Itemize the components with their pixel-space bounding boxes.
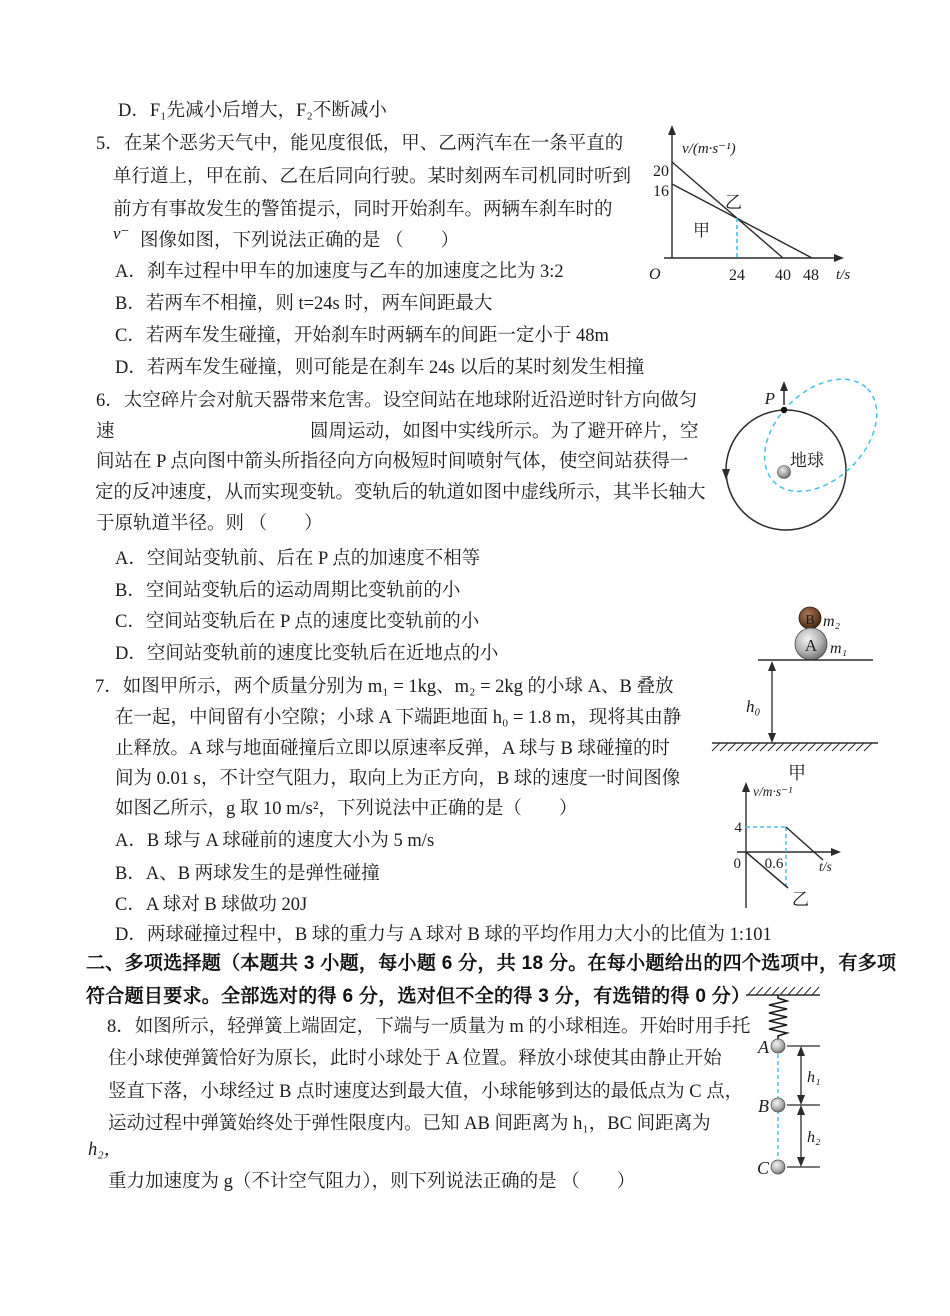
q7-ground-hatch — [712, 743, 872, 751]
q5-origin-label: O — [649, 266, 661, 283]
q5-ytick-20: 20 — [653, 163, 669, 180]
q8-stem-line-5: h₂， — [88, 1140, 123, 1160]
section-2-header-line-2: 符合题目要求。全部选对的得 6 分，选对但不全的得 3 分，有选错的得 0 分） — [86, 986, 751, 1007]
q8-h1-arrow-up-icon — [797, 1046, 805, 1056]
q5-curve-label-yi: 乙 — [725, 193, 742, 212]
q7-ball-a-letter: A — [804, 636, 818, 655]
q5-figure-vt-graph — [638, 120, 868, 288]
q5-ytick-16: 16 — [653, 183, 669, 200]
q5-t-axis-arrow-icon — [834, 254, 844, 262]
q8-stem-line-2: 住小球使弹簧恰好为原长，此时小球处于 A 位置。释放小球使其由静止开始 — [108, 1049, 722, 1069]
q8-label-b: B — [758, 1096, 769, 1116]
q6-point-p-dot — [781, 407, 787, 413]
q8-h1-arrow-down-icon — [797, 1095, 805, 1105]
q8-stem-line-4: 运动过程中弹簧始终处于弹性限度内。已知 AB 间距离为 h₁，BC 间距离为 — [108, 1114, 711, 1134]
q7-stem-line-5: 如图乙所示，g 取 10 m/s²，下列说法中正确的是（ ） — [115, 799, 578, 819]
q8-ball-at-a — [771, 1039, 785, 1053]
q7-stem-line-2: 在一起，中间留有小空隙；小球 A 下端距地面 h₀ = 1.8 m，现将其由静 — [115, 708, 682, 728]
q5-stem-line-3: 前方有事故发生的警笛提示，同时开始刹车。两辆车刹车时的 — [113, 200, 613, 220]
q6-earth-dot — [778, 466, 791, 479]
q7-graph-ytick-4: 4 — [734, 820, 742, 836]
q7-figure-jia — [700, 595, 895, 790]
q8-h2-label: h₂ — [807, 1129, 821, 1146]
q7-graph-y-axis-label: v/m·s⁻¹ — [753, 784, 793, 799]
q6-option-d: D．空间站变轨前的速度比变轨后在近地点的小 — [115, 644, 499, 664]
q7-graph-v-axis-arrow-icon — [742, 782, 750, 792]
q7-ball-b-letter: B — [805, 613, 815, 628]
q7-option-b: B．A、B 两球发生的是弹性碰撞 — [115, 864, 380, 884]
q8-h2-arrow-down-icon — [797, 1157, 805, 1167]
q8-spring — [769, 995, 787, 1039]
q8-h2-arrow-up-icon — [797, 1105, 805, 1115]
q7-stem-line-3: 止释放。A 球与地面碰撞后立即以原速率反弹，A 球与 B 球碰撞的时 — [115, 739, 671, 759]
q7-m2-label: m₂ — [823, 613, 841, 630]
q6-earth-label: 地球 — [790, 451, 824, 470]
q7-graph-segment-after — [786, 827, 823, 860]
q5-x-axis-label: t/s — [836, 267, 851, 283]
q8-figure-spring — [744, 976, 854, 1194]
q6-radial-arrow-head-icon — [780, 381, 788, 391]
q7-graph-t-axis-arrow-icon — [831, 848, 841, 856]
q8-ball-at-c — [771, 1160, 785, 1174]
q7-stem-line-1: 7．如图甲所示，两个质量分别为 m₁ = 1kg、m₂ = 2kg 的小球 A、B 叠放 — [95, 677, 674, 697]
q7-figure-yi-graph — [722, 780, 857, 918]
q6-stem-line-1: 6．太空碎片会对航天器带来危害。设空间站在地球附近沿逆时针方向做匀 — [96, 391, 698, 411]
q7-option-a: A．B 球与 A 球碰前的速度大小为 5 m/s — [115, 831, 435, 851]
q8-ball-at-b — [771, 1098, 785, 1112]
q5-curve-label-jia: 甲 — [693, 221, 710, 240]
q7-h0-arrow-down-icon — [768, 733, 776, 743]
q6-stem-line-3: 间站在 P 点向图中箭头所指径向方向极短时间喷射气体，使空间站获得一 — [96, 452, 689, 472]
q4-option-d: D．F₁先减小后增大，F₂不断减小 — [118, 101, 387, 121]
svg-defs — [0, 0, 1, 1]
q6-orbit-direction-arrow-icon — [722, 469, 730, 480]
q5-stem-tail: 图像如图，下列说法正确的是 （ ） — [140, 231, 460, 251]
q6-option-b: B．空间站变轨后的运动周期比变轨前的小 — [115, 581, 461, 601]
q6-stem-line-4: 定的反冲速度，从而实现变轨。变轨后的轨道如图中虚线所示，其半长轴大 — [95, 483, 706, 503]
q5-xtick-24: 24 — [729, 267, 745, 284]
q5-v-symbol: v⁻ — [113, 224, 130, 243]
q6-option-a: A．空间站变轨前、后在 P 点的加速度不相等 — [115, 549, 481, 569]
q8-h1-label: h₁ — [807, 1069, 821, 1086]
q5-stem-line-1: 5．在某个恶劣天气中，能见度很低，甲、乙两汽车在一条平直的 — [96, 134, 624, 154]
q7-m1-label: m₁ — [830, 640, 848, 657]
q8-label-c: C — [756, 1158, 769, 1178]
q7-option-d: D．两球碰撞过程中，B 球的重力与 A 球对 B 球的平均作用力大小的比值为 1:101 — [115, 925, 772, 945]
q6-elliptical-orbit — [743, 360, 899, 513]
q6-stem-line-2b: 圆周运动，如图中实线所示。为了避开碎片，空 — [310, 422, 699, 442]
q6-stem-line-2a: 速 — [96, 422, 115, 442]
q5-stem-line-2: 单行道上，甲在前、乙在后同向行驶。某时刻两车司机同时听到 — [113, 167, 632, 187]
q6-point-p-label: P — [764, 389, 775, 408]
q7-graph-origin: 0 — [733, 856, 741, 872]
q8-stem-line-3: 竖直下落，小球经过 B 点时速度达到最大值，小球能够到达的最低点为 C 点， — [108, 1082, 744, 1102]
q7-stem-line-4: 间为 0.01 s，不计空气阻力，取向上为正方向，B 球的速度一时间图像 — [115, 769, 681, 789]
q8-stem-line-1: 8．如图所示，轻弹簧上端固定，下端与一质量为 m 的小球相连。开始时用手托 — [107, 1017, 751, 1037]
q5-option-d: D．若两车发生碰撞，则可能是在刹车 24s 以后的某时刻发生相撞 — [115, 358, 645, 378]
q5-option-a: A．刹车过程中甲车的加速度与乙车的加速度之比为 3:2 — [115, 262, 564, 282]
q5-xtick-40: 40 — [775, 267, 791, 284]
q8-stem-line-6: 重力加速度为 g（不计空气阻力），则下列说法正确的是 （ ） — [108, 1172, 636, 1192]
q5-v-axis-arrow-icon — [668, 125, 676, 135]
q7-graph-xtick-06: 0.6 — [764, 856, 784, 872]
section-2-header-line-1: 二、多项选择题（本题共 3 小题，每小题 6 分，共 18 分。在每小题给出的四个选项中，有多项 — [86, 953, 897, 974]
q5-option-c: C．若两车发生碰撞，开始刹车时两辆车的间距一定小于 48m — [115, 326, 609, 346]
q6-figure-orbit — [695, 360, 900, 552]
q6-option-c: C．空间站变轨后在 P 点的速度比变轨前的小 — [115, 612, 480, 632]
q6-stem-line-5: 于原轨道半径。则 （ ） — [96, 514, 323, 534]
q5-y-axis-label: v/(m·s⁻¹) — [682, 141, 736, 157]
q7-graph-x-axis-label: t/s — [819, 859, 832, 874]
q5-xtick-48: 48 — [803, 267, 819, 284]
q7-h0-label: h₀ — [746, 697, 761, 716]
q7-caption-jia: 甲 — [788, 763, 806, 783]
q8-ceiling-hatch — [748, 987, 819, 995]
q7-caption-yi: 乙 — [792, 890, 809, 909]
q7-option-c: C．A 球对 B 球做功 20J — [115, 895, 308, 915]
q7-h0-arrow-up-icon — [768, 661, 776, 671]
q8-label-a: A — [758, 1037, 769, 1057]
q5-option-b: B．若两车不相撞，则 t=24s 时，两车间距最大 — [115, 294, 493, 314]
